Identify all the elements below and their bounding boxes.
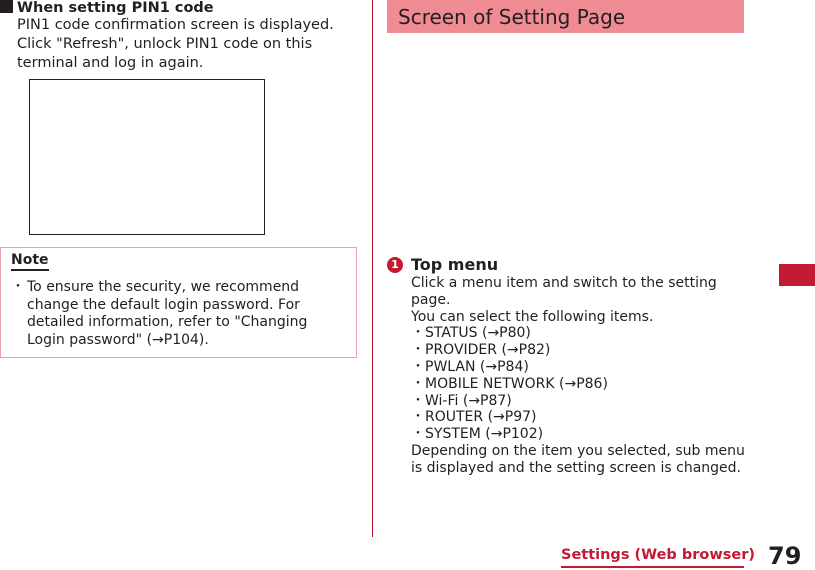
list-item	[411, 342, 711, 359]
chapter-tab-marker	[779, 264, 815, 286]
note-title-underline	[11, 269, 49, 271]
screenshot-placeholder	[29, 79, 265, 235]
pin-section-body: PIN1 code confirmation screen is displayed. Click "Refresh", unlock PIN1 code on this terminal and log in again.	[17, 17, 334, 71]
top-menu-description-line: Click a menu item and switch to the setting page.	[411, 275, 717, 308]
list-bullet: ・	[411, 341, 425, 358]
list-item	[411, 359, 711, 376]
menu-items-list	[411, 325, 711, 443]
list-item	[411, 409, 711, 426]
list-item	[411, 393, 711, 410]
note-text: To ensure the security, we recommend change the default login password. For detailed information, refer to "Changing Login password" (→P104).	[27, 279, 308, 348]
list-item-text: PWLAN (→P84)	[425, 358, 529, 375]
page-number: 79	[768, 542, 802, 570]
list-bullet: ・	[411, 358, 425, 375]
footer-section-label: Settings (Web browser)	[561, 547, 755, 563]
list-bullet: ・	[411, 426, 425, 443]
list-bullet: ・	[411, 375, 425, 392]
square-bullet-icon	[0, 0, 13, 13]
list-item-text: MOBILE NETWORK (→P86)	[425, 375, 608, 392]
list-item-text: Wi-Fi (→P87)	[425, 392, 512, 409]
list-bullet: ・	[411, 409, 425, 426]
top-menu-select-line: You can select the following items.	[411, 309, 654, 325]
list-item-text: SYSTEM (→P102)	[425, 426, 544, 443]
note-bullet: ・	[11, 279, 25, 295]
number-badge-icon: 1	[387, 257, 403, 273]
list-item	[411, 376, 711, 393]
footer-underline	[561, 566, 744, 568]
list-item-text: PROVIDER (→P82)	[425, 341, 551, 358]
list-item-text: STATUS (→P80)	[425, 325, 531, 341]
list-bullet: ・	[411, 392, 425, 409]
list-item	[411, 325, 711, 342]
top-menu-title: Top menu	[411, 255, 499, 274]
top-menu-after-text: Depending on the item you selected, sub menu is displayed and the setting screen is changed.	[411, 443, 745, 476]
column-divider	[372, 0, 373, 537]
list-item	[411, 426, 711, 443]
pin-section-heading	[0, 0, 214, 16]
list-bullet: ・	[411, 325, 425, 341]
list-item-text: ROUTER (→P97)	[425, 409, 537, 426]
top-menu-description	[411, 275, 746, 326]
note-title: Note	[11, 252, 49, 268]
pin-heading-text: When setting PIN1 code	[17, 0, 214, 16]
section-title: Screen of Setting Page	[398, 5, 626, 29]
